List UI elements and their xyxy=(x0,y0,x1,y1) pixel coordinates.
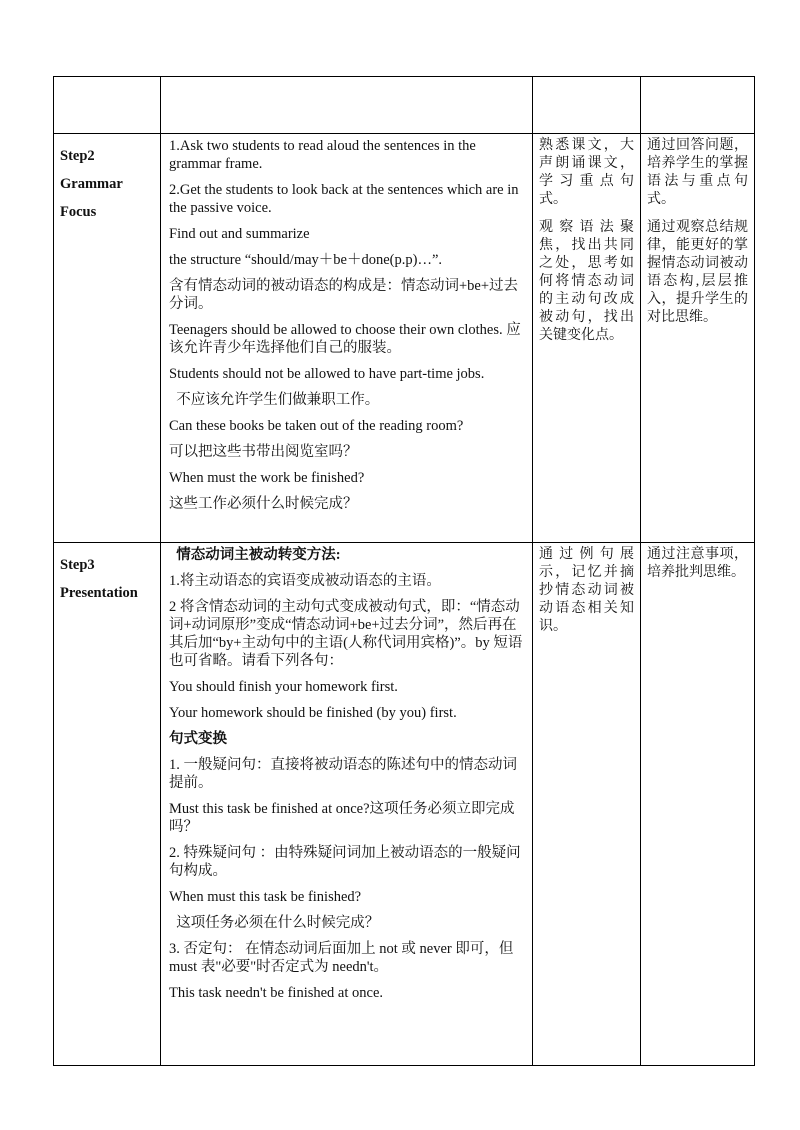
table-cell xyxy=(533,77,641,134)
step-label: Step3 xyxy=(60,557,95,573)
purpose-text: 通过观察总结规律，能更好的掌握情态动词被动语态构,层层推入，提升学生的对比思维。 xyxy=(647,220,748,325)
activity-text: 通过例句展示，记忆并摘抄情态动词被动语态相关知识。 xyxy=(539,547,634,634)
content-line: Students should not be allowed to have part-time jobs. xyxy=(169,366,485,382)
content-line: When must the work be finished? xyxy=(169,470,365,486)
content-line: 2.Get the students to look back at the sentences which are in the passive voice. xyxy=(169,182,519,216)
content-line: 这项任务必须在什么时候完成？ xyxy=(169,915,380,931)
content-line: 含有情态动词的被动语态的构成是：情态动词+be+过去分词。 xyxy=(169,278,519,312)
purpose-text: 通过回答问题，培养学生的掌握语法与重点句式。 xyxy=(647,138,748,207)
step-cell xyxy=(54,543,161,1066)
content-line: Can these books be taken out of the reading room? xyxy=(169,418,464,434)
step-cell xyxy=(54,134,161,543)
activity-cell xyxy=(533,134,641,543)
step-label: Presentation xyxy=(60,585,138,601)
content-line: When must this task be finished? xyxy=(169,889,362,905)
table-cell xyxy=(54,77,161,134)
section-heading: 情态动词主被动转变方法: xyxy=(169,547,341,563)
step-label: Focus xyxy=(60,204,97,220)
content-line: the structure “should/may＋be＋done(p.p)…”. xyxy=(169,252,443,268)
content-line: 不应该允许学生们做兼职工作。 xyxy=(169,392,380,408)
content-cell xyxy=(161,543,533,1066)
purpose-cell xyxy=(641,543,755,1066)
content-line: 1. 一般疑问句：直接将被动语态的陈述句中的情态动词提前。 xyxy=(169,757,517,791)
table-cell xyxy=(641,77,755,134)
content-line: 1.Ask two students to read aloud the sentences in the grammar frame. xyxy=(169,138,476,172)
section-subheading: 句式变换 xyxy=(169,731,227,747)
content-cell xyxy=(161,134,533,543)
content-line: 1.将主动语态的宾语变成被动语态的主语。 xyxy=(169,573,441,589)
table-row xyxy=(54,134,755,543)
table-row xyxy=(54,543,755,1066)
content-line: 2. 特殊疑问句 ：由特殊疑问词加上被动语态的一般疑问句构成。 xyxy=(169,845,521,879)
table-cell xyxy=(161,77,533,134)
content-line: 2 将含情态动词的主动句式变成被动句式，即：“情态动词+动词原形”变成“情态动词+be+过去分词”，然后再在其后加“by+主动句中的主语(人称代词用宾格)”。by 短语也可省略。请看下列各句： xyxy=(169,599,523,669)
content-line: Your homework should be finished (by you) first. xyxy=(169,705,457,721)
content-line: 可以把这些书带出阅览室吗？ xyxy=(169,444,358,460)
step-label: Grammar xyxy=(60,176,123,192)
activity-text: 观察语法聚焦，找出共同之处，思考如何将情态动词的主动句改成被动句，找出关键变化点。 xyxy=(539,220,634,343)
purpose-cell xyxy=(641,134,755,543)
step-label: Step2 xyxy=(60,148,95,164)
activity-cell xyxy=(533,543,641,1066)
content-line: This task needn't be finished at once. xyxy=(169,985,384,1001)
lesson-plan-table xyxy=(53,76,755,1066)
content-line: Teenagers should be allowed to choose their own clothes. 应该允许青少年选择他们自己的服装。 xyxy=(169,322,521,356)
content-line: You should finish your homework first. xyxy=(169,679,398,695)
content-line: 这些工作必须什么时候完成？ xyxy=(169,496,358,512)
content-line: Find out and summarize xyxy=(169,226,310,242)
content-line: 3. 否定句： 在情态动词后面加上 not 或 never 即可，但 must 表"必要"时否定式为 needn't。 xyxy=(169,941,514,975)
purpose-text: 通过注意事项，培养批判思维。 xyxy=(647,547,748,580)
table-row xyxy=(54,77,755,134)
activity-text: 熟悉课文，大声朗诵课文，学习重点句式。 xyxy=(539,138,634,207)
content-line: Must this task be finished at once?这项任务必须立即完成吗？ xyxy=(169,801,515,835)
